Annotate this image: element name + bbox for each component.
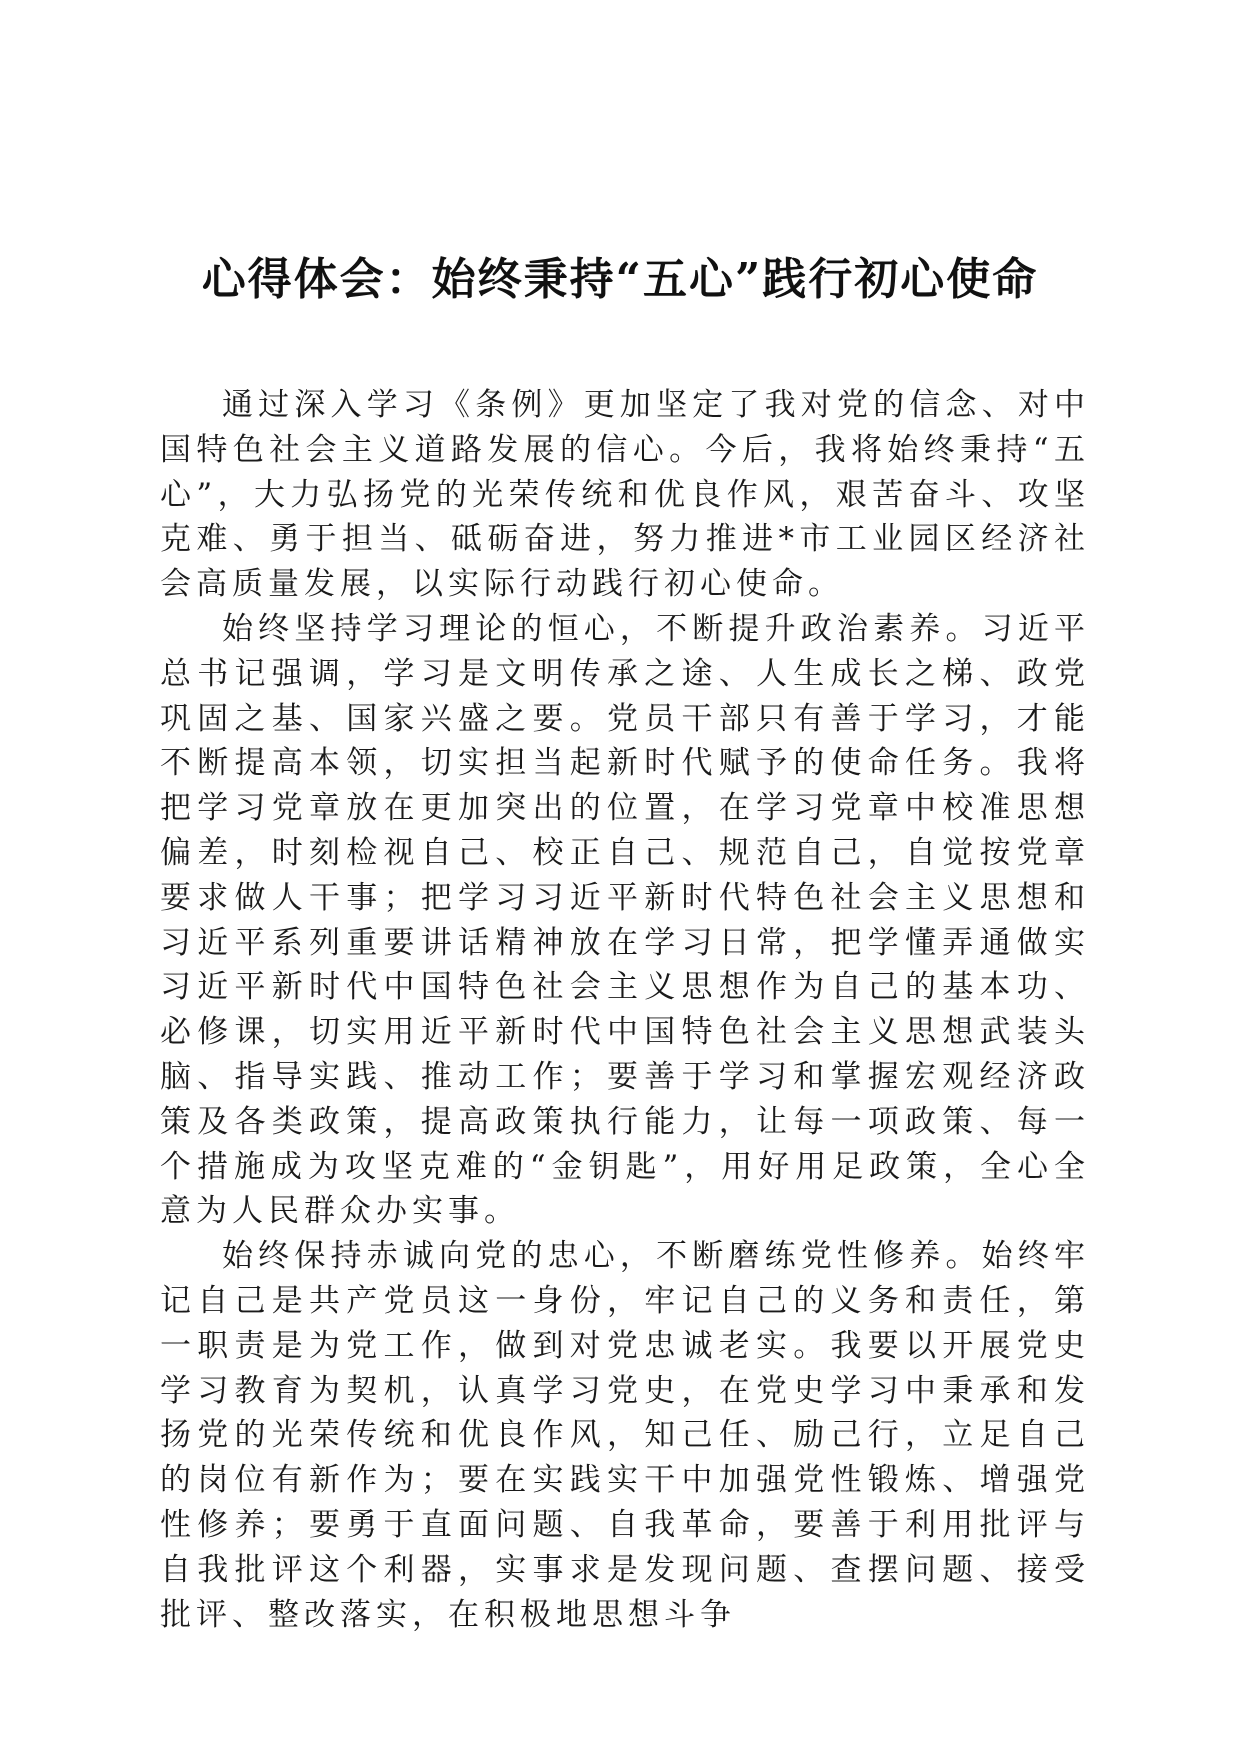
paragraph-intro: 通过深入学习《条例》更加坚定了我对党的信念、对中国特色社会主义道路发展的信心。今后，我将始终秉持“五心”，大力弘扬党的光荣传统和优良作风，艰苦奋斗、攻坚克难、勇于担当、砥砺奋进，努力推进*市工业园区经济社会高质量发展，以实际行动践行初心使命。 [160,387,1090,603]
document-title: 心得体会：始终秉持“五心”践行初心使命 [201,254,1039,305]
paragraph-study-theory: 始终坚持学习理论的恒心，不断提升政治素养。习近平总书记强调，学习是文明传承之途、人生成长之梯、政党巩固之基、国家兴盛之要。党员干部只有善于学习，才能不断提高本领，切实担当起新时代赋予的使命任务。我将把学习党章放在更加突出的位置，在学习党章中校准思想偏差，时刻检视自己、校正自己、规范自己，自觉按党章要求做人干事；把学习习近平新时代特色社会主义思想和习近平系列重要讲话精神放在学习日常，把学懂弄通做实习近平新时代中国特色社会主义思想作为自己的基本功、必修课，切实用近平新时代中国特色社会主义思想武装头脑、指导实践、推动工作；要善于学习和掌握宏观经济政策及各类政策，提高政策执行能力，让每一项政策、每一个措施成为攻坚克难的“金钥匙”，用好用足政策，全心全意为人民群众办实事。 [160,610,1090,1230]
document-body [160,383,1090,1637]
paragraph-loyalty: 始终保持赤诚向党的忠心，不断磨练党性修养。始终牢记自己是共产党员这一身份，牢记自己的义务和责任，第一职责是为党工作，做到对党忠诚老实。我要以开展党史学习教育为契机，认真学习党史，在党史学习中秉承和发扬党的光荣传统和优良作风，知己任、励己行，立足自己的岗位有新作为；要在实践实干中加强党性锻炼、增强党性修养；要勇于直面问题、自我革命，要善于利用批评与自我批评这个利器，实事求是发现问题、查摆问题、接受批评、整改落实，在积极地思想斗争 [160,1238,1090,1633]
